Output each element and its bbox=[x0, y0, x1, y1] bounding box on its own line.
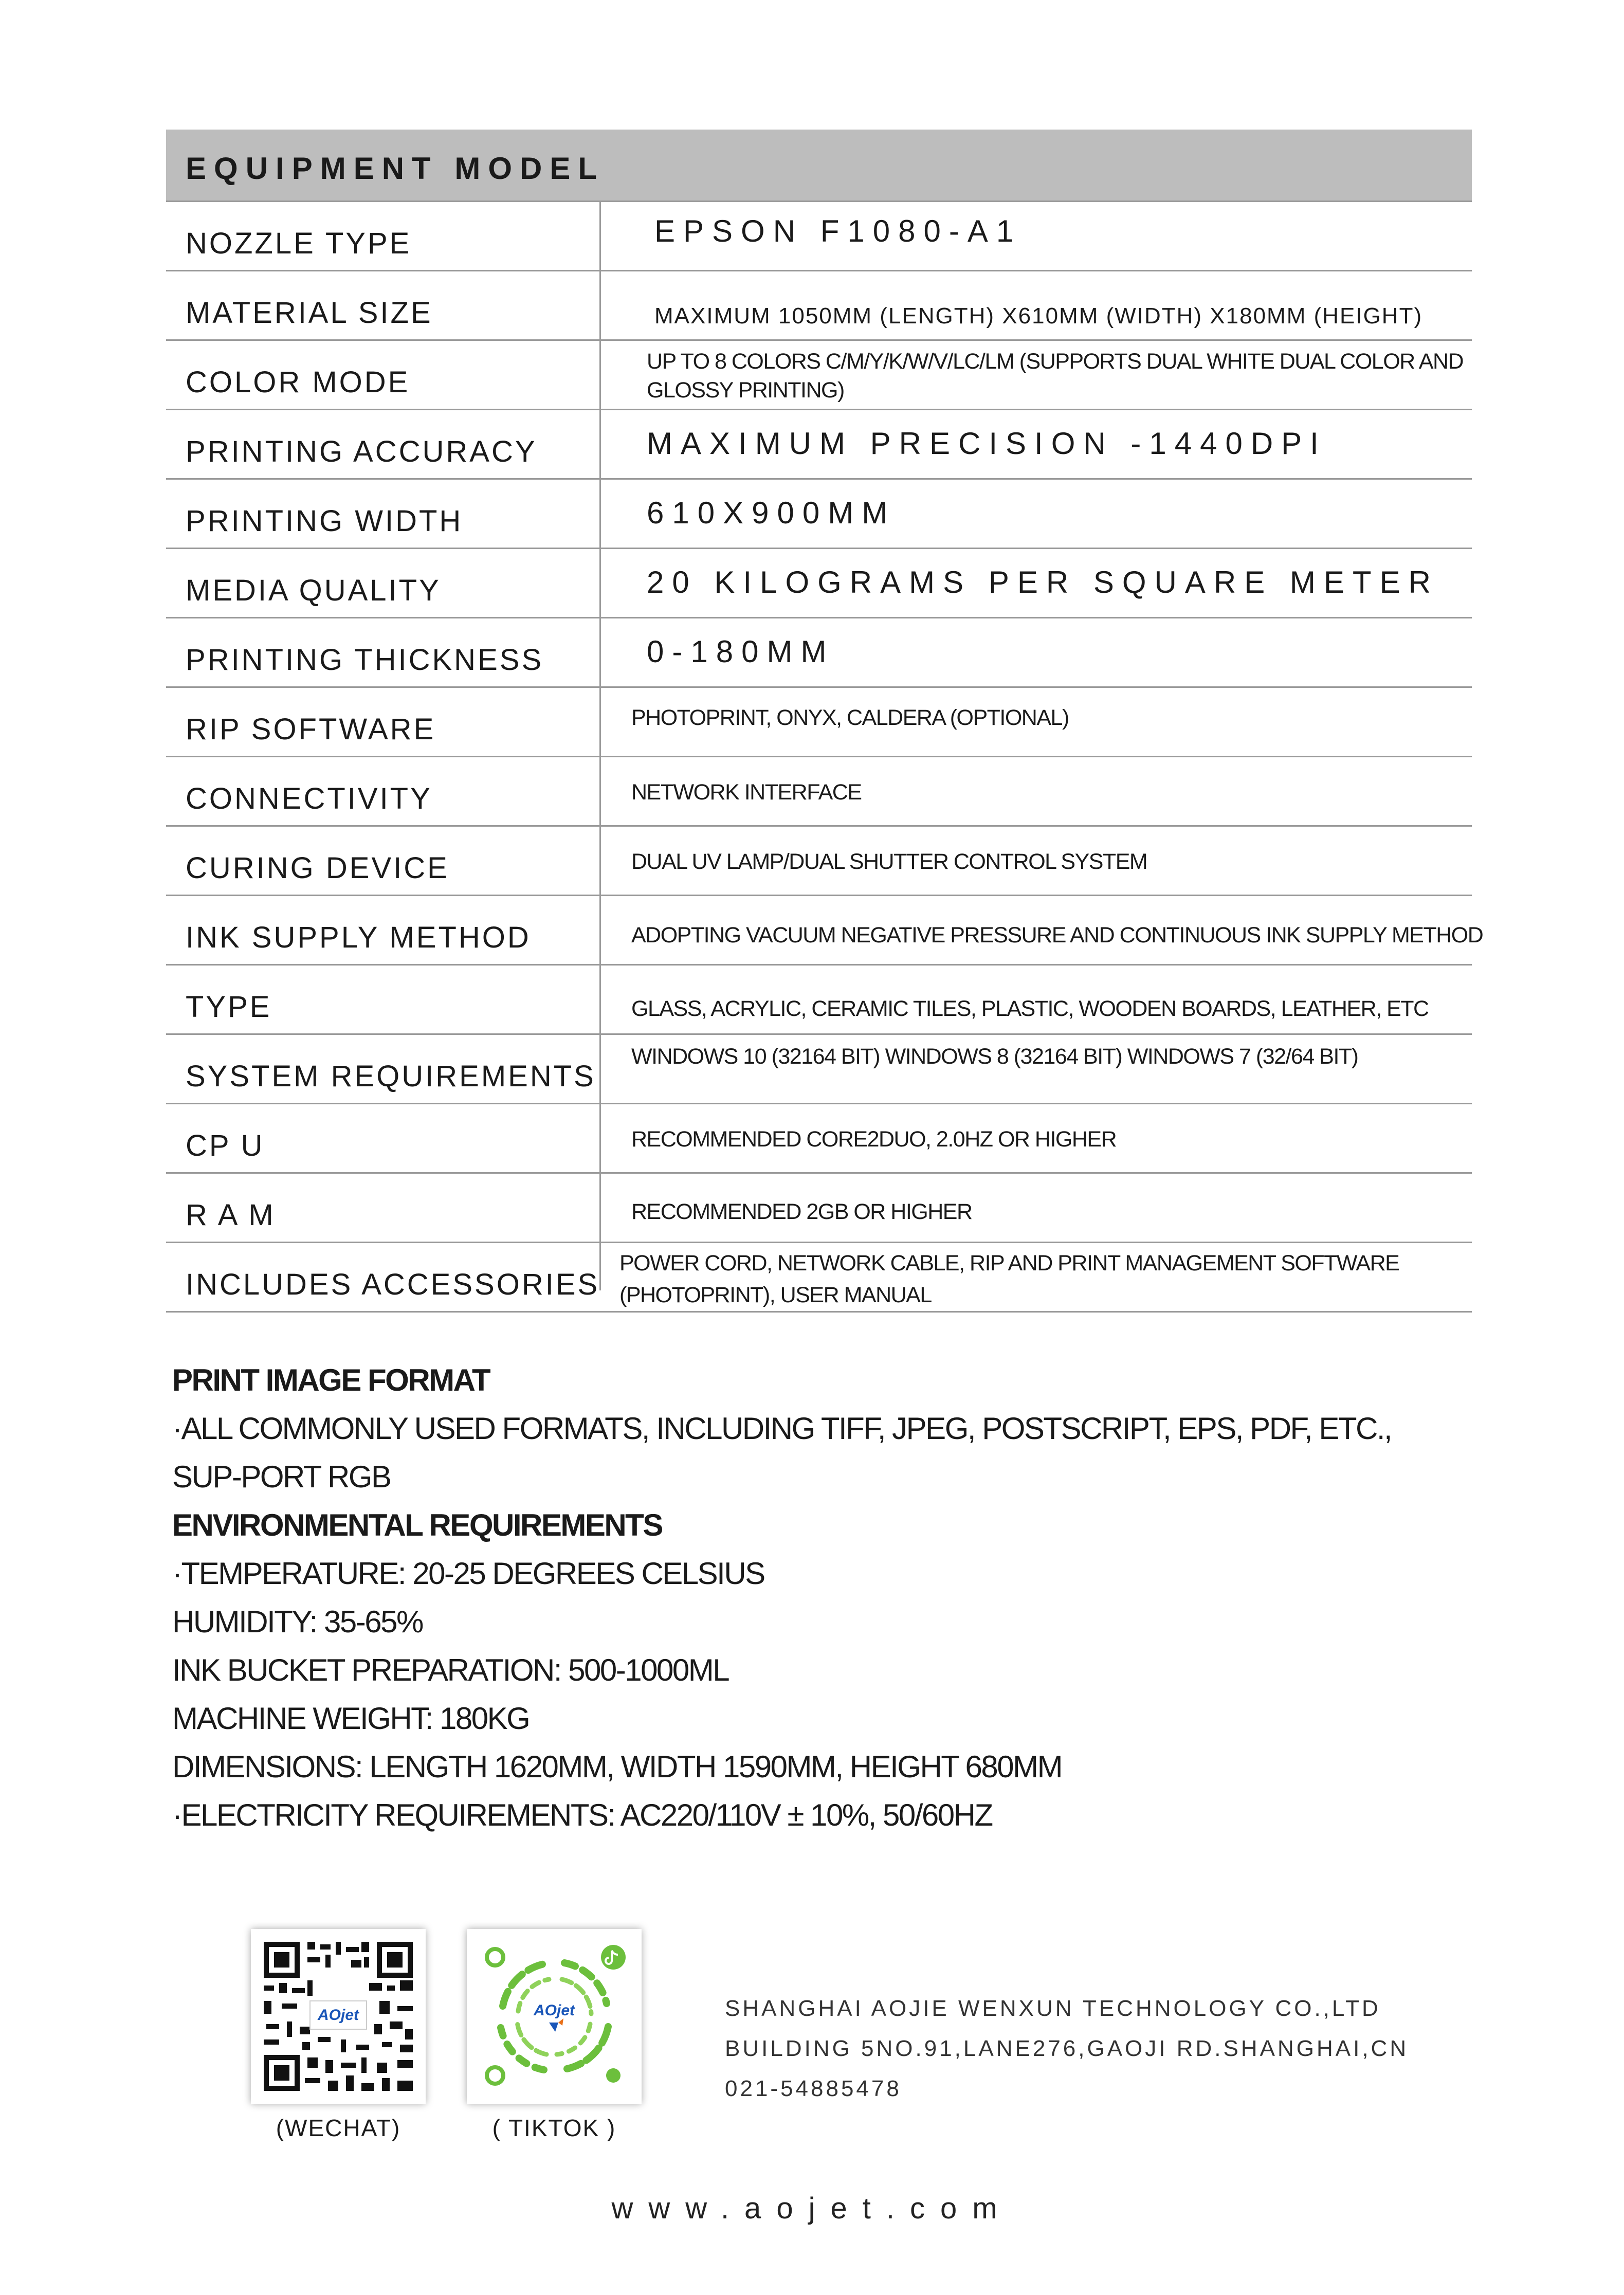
env-line: HUMIDITY: 35-65% bbox=[172, 1605, 423, 1639]
spec-table bbox=[166, 130, 1483, 1313]
row-value: 0-180MM bbox=[647, 634, 835, 669]
row-label: MEDIA QUALITY bbox=[186, 574, 441, 607]
company-name: SHANGHAI AOJIE WENXUN TECHNOLOGY CO.,LTD bbox=[725, 1996, 1381, 2021]
env-line: ·ELECTRICITY REQUIREMENTS: AC220/110V ± 10%, 50/60HZ bbox=[172, 1798, 992, 1832]
table-row bbox=[166, 341, 1472, 410]
row-label: CP U bbox=[186, 1129, 265, 1162]
row-label: CURING DEVICE bbox=[186, 851, 449, 885]
row-label: SYSTEM REQUIREMENTS bbox=[186, 1060, 596, 1093]
tiktok-code-icon bbox=[467, 1929, 642, 2104]
company-info bbox=[725, 1989, 1409, 2109]
row-value: MAXIMUM PRECISION -1440DPI bbox=[647, 426, 1327, 461]
table-row bbox=[166, 1174, 1472, 1243]
table-row bbox=[166, 757, 1472, 827]
header-label: EQUIPMENT MODEL bbox=[186, 151, 605, 186]
row-label: MATERIAL SIZE bbox=[186, 296, 433, 330]
notes-section bbox=[172, 1356, 1457, 1839]
table-row bbox=[166, 410, 1472, 480]
row-label: R A M bbox=[186, 1198, 276, 1232]
company-phone: 021-54885478 bbox=[725, 2076, 902, 2101]
print-format-text: ·ALL COMMONLY USED FORMATS, INCLUDING TIFF, JPEG, POSTSCRIPT, EPS, PDF, ETC., SUP-PORT RGB bbox=[172, 1411, 1392, 1494]
row-label: COLOR MODE bbox=[186, 366, 410, 399]
row-label: NOZZLE TYPE bbox=[186, 227, 412, 260]
svg-text:AOjet: AOjet bbox=[317, 2007, 359, 2024]
table-row bbox=[166, 827, 1472, 896]
tiktok-caption: ( TIKTOK ) bbox=[492, 2115, 616, 2141]
row-value: DUAL UV LAMP/DUAL SHUTTER CONTROL SYSTEM bbox=[631, 849, 1147, 874]
table-header-row bbox=[166, 130, 1472, 202]
wechat-qr-code[interactable] bbox=[251, 1929, 426, 2104]
table-row bbox=[166, 896, 1483, 966]
row-value: NETWORK INTERFACE bbox=[631, 780, 862, 805]
table-row bbox=[166, 1104, 1472, 1174]
env-line: ·TEMPERATURE: 20-25 DEGREES CELSIUS bbox=[172, 1556, 764, 1591]
row-value: ADOPTING VACUUM NEGATIVE PRESSURE AND CONTINUOUS INK SUPPLY METHOD bbox=[631, 923, 1483, 948]
row-value: MAXIMUM 1050MM (LENGTH) X610MM (WIDTH) X180MM (HEIGHT) bbox=[654, 303, 1423, 329]
row-label: RIP SOFTWARE bbox=[186, 713, 436, 746]
row-value: PHOTOPRINT, ONYX, CALDERA (OPTIONAL) bbox=[631, 705, 1069, 730]
env-line: DIMENSIONS: LENGTH 1620MM, WIDTH 1590MM, HEIGHT 680MM bbox=[172, 1750, 1062, 1784]
table-row bbox=[166, 480, 1472, 549]
row-value: UP TO 8 COLORS C/M/Y/K/W/V/LC/LM (SUPPORTS DUAL WHITE DUAL COLOR AND GLOSSY PRINTING) bbox=[647, 349, 1464, 403]
row-value: GLASS, ACRYLIC, CERAMIC TILES, PLASTIC, WOODEN BOARDS, LEATHER, ETC bbox=[631, 996, 1429, 1021]
row-value: EPSON F1080-A1 bbox=[654, 214, 1022, 248]
row-label: PRINTING THICKNESS bbox=[186, 643, 544, 677]
row-value: RECOMMENDED CORE2DUO, 2.0HZ OR HIGHER bbox=[631, 1127, 1117, 1152]
qr-code-icon bbox=[251, 1929, 426, 2104]
table-row bbox=[166, 966, 1472, 1035]
table-row bbox=[166, 549, 1472, 618]
row-label: INCLUDES ACCESSORIES bbox=[186, 1268, 600, 1301]
row-value: 20 KILOGRAMS PER SQUARE METER bbox=[647, 565, 1439, 599]
table-row bbox=[166, 1035, 1472, 1104]
print-format-heading: PRINT IMAGE FORMAT bbox=[172, 1363, 490, 1397]
row-value: WINDOWS 10 (32164 BIT) WINDOWS 8 (32164 BIT) WINDOWS 7 (32/64 BIT) bbox=[631, 1044, 1358, 1069]
row-label: CONNECTIVITY bbox=[186, 782, 432, 815]
row-label: TYPE bbox=[186, 990, 272, 1024]
table-row bbox=[166, 271, 1472, 341]
company-address: BUILDING 5NO.91,LANE276,GAOJI RD.SHANGHAI,CN bbox=[725, 2036, 1409, 2061]
tiktok-qr-code[interactable] bbox=[467, 1929, 642, 2104]
table-row bbox=[166, 688, 1472, 757]
env-line: INK BUCKET PREPARATION: 500-1000ML bbox=[172, 1653, 729, 1687]
wechat-caption: (WECHAT) bbox=[276, 2115, 401, 2141]
svg-text:AOjet: AOjet bbox=[533, 2002, 575, 2019]
table-row bbox=[166, 618, 1472, 688]
table-row bbox=[166, 202, 1472, 271]
table-row bbox=[166, 1243, 1472, 1313]
row-label: INK SUPPLY METHOD bbox=[186, 921, 531, 954]
website-link[interactable]: www.aojet.com bbox=[611, 2192, 1013, 2225]
row-value: POWER CORD, NETWORK CABLE, RIP AND PRINT MANAGEMENT SOFTWARE (PHOTOPRINT), USER MANUAL bbox=[619, 1251, 1399, 1307]
row-label: PRINTING ACCURACY bbox=[186, 435, 537, 468]
row-value: RECOMMENDED 2GB OR HIGHER bbox=[631, 1199, 972, 1224]
env-line: MACHINE WEIGHT: 180KG bbox=[172, 1701, 530, 1736]
row-value: 610X900MM bbox=[647, 496, 896, 530]
row-label: PRINTING WIDTH bbox=[186, 504, 463, 538]
env-heading: ENVIRONMENTAL REQUIREMENTS bbox=[172, 1508, 662, 1542]
